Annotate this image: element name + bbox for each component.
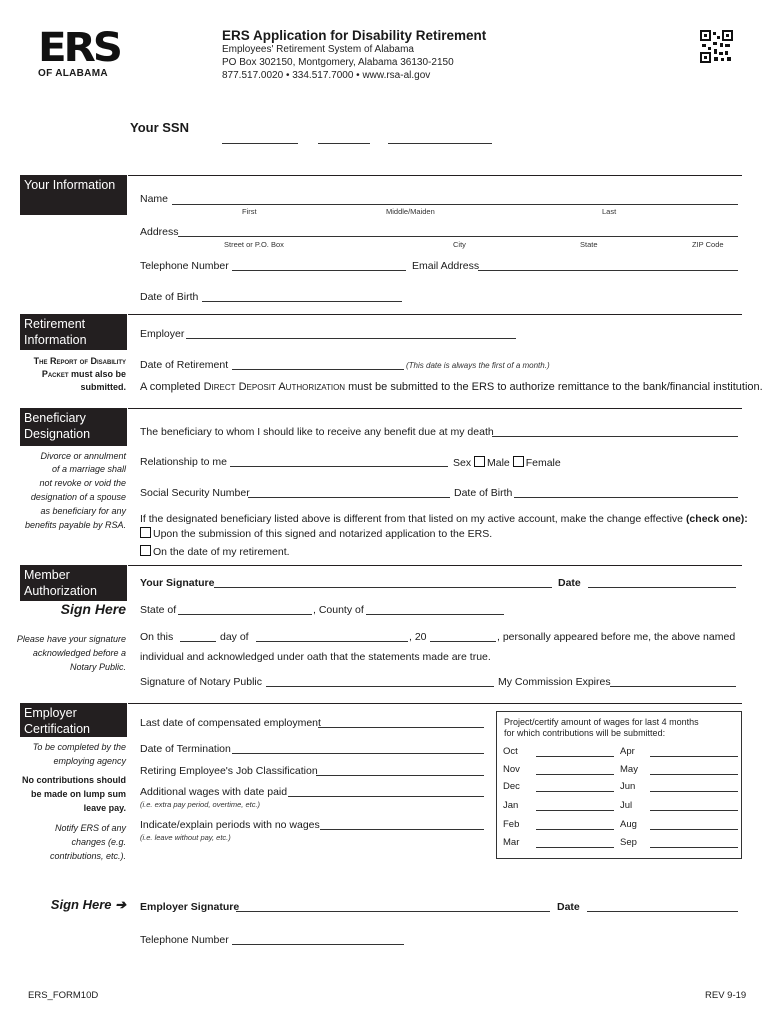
state-label: State of: [140, 604, 177, 616]
divorce-note-5: as beneficiary for any: [40, 506, 126, 516]
female-checkbox[interactable]: [513, 456, 524, 467]
commission-expires-field[interactable]: [610, 686, 736, 687]
address-city-caption: City: [453, 240, 466, 249]
name-last-caption: Last: [602, 207, 617, 216]
divorce-note-3: not revoke or void the: [39, 478, 126, 488]
wage-box-title-1: Project/certify amount of wages for last 4 months: [504, 717, 699, 727]
ssn-label: Your SSN: [130, 120, 189, 135]
employer-label: Employer: [140, 328, 185, 340]
wage-amount-field[interactable]: [650, 829, 738, 830]
member-authorization-heading: Member Authorization: [20, 565, 127, 601]
wage-amount-field[interactable]: [536, 774, 614, 775]
beneficiary-dob-field[interactable]: [514, 497, 738, 498]
employer-field[interactable]: [186, 338, 516, 339]
change-effective-text: If the designated beneficiary listed above is different from that listed on my active account, make the change effective (check one):: [140, 513, 748, 525]
acknowledgement-text: individual and acknowledged under oath that the statements made are true.: [140, 651, 491, 663]
notify-note-3: contributions, etc.).: [49, 851, 126, 861]
upon-submission-checkbox[interactable]: [140, 527, 151, 538]
employer-phone-field[interactable]: [232, 944, 404, 945]
employer-certification-heading: Employer Certification: [20, 703, 127, 737]
notify-note-1: Notify ERS of any: [54, 823, 126, 833]
last-date-field[interactable]: [318, 727, 484, 728]
report-note-line-2: Packet must also be: [41, 369, 126, 379]
option-upon-submission[interactable]: Upon the submission of this signed and notarized application to the ERS.: [140, 527, 492, 540]
report-note-line-1: The Report of Disability: [33, 356, 126, 366]
dob-field[interactable]: [202, 301, 402, 302]
notary-note-2: acknowledged before a: [32, 648, 126, 658]
employer-note-1: To be completed by the: [32, 742, 126, 752]
employer-date-label: Date: [557, 901, 580, 913]
wage-month-label: Aug: [620, 819, 637, 830]
wage-month-label: Jul: [620, 800, 633, 811]
address-zip-caption: ZIP Code: [692, 240, 724, 249]
notary-signature-label: Signature of Notary Public: [140, 676, 262, 688]
wage-amount-field[interactable]: [536, 810, 614, 811]
address-state-caption: State: [580, 240, 598, 249]
section-divider: [128, 408, 742, 409]
retirement-date-note: (This date is always the first of a month.): [406, 361, 550, 370]
appeared-text: , personally appeared before me, the above named: [497, 631, 736, 643]
ers-logo: [38, 25, 120, 79]
county-field[interactable]: [366, 614, 504, 615]
beneficiary-ssn-label: Social Security Number: [140, 487, 250, 499]
wage-month-label: Feb: [503, 819, 520, 830]
section-divider: [128, 314, 742, 315]
logo-text: ERS: [38, 25, 120, 71]
your-signature-label: Your Signature: [140, 577, 215, 589]
option-retirement-date[interactable]: On the date of my retirement.: [140, 545, 290, 558]
notary-note-3: Notary Public.: [69, 662, 126, 672]
relationship-label: Relationship to me: [140, 456, 227, 468]
notify-note-2: changes (e.g.: [71, 837, 126, 847]
your-signature-field[interactable]: [214, 587, 552, 588]
beneficiary-label: The beneficiary to whom I should like to receive any benefit due at my death: [140, 426, 494, 438]
org-name: Employees' Retirement System of Alabama: [222, 44, 414, 55]
section-divider: [128, 565, 742, 566]
day-field[interactable]: [180, 641, 216, 642]
no-wage-periods-label: Indicate/explain periods with no wages: [140, 819, 320, 831]
wage-month-label: Nov: [503, 764, 520, 775]
divorce-note-1: Divorce or annulment: [40, 451, 126, 461]
lump-sum-note-1: No contributions should: [22, 775, 126, 785]
org-address: PO Box 302150, Montgomery, Alabama 36130-2150: [222, 57, 454, 68]
wage-month-label: Mar: [503, 837, 520, 848]
termination-label: Date of Termination: [140, 743, 231, 755]
retirement-date-label: Date of Retirement: [140, 359, 229, 371]
name-first-caption: First: [242, 207, 257, 216]
ssn-field-part-2[interactable]: [318, 143, 370, 144]
job-class-label: Retiring Employee's Job Classification: [140, 765, 318, 777]
ssn-field-part-3[interactable]: [388, 143, 492, 144]
lump-sum-note-3: leave pay.: [83, 803, 126, 813]
beneficiary-field[interactable]: [492, 436, 738, 437]
last-date-label: Last date of compensated employment: [140, 717, 321, 729]
commission-expires-label: My Commission Expires: [498, 676, 611, 688]
email-label: Email Address: [412, 260, 480, 272]
form-title: ERS Application for Disability Retirement: [222, 28, 487, 43]
report-note-line-3: submitted.: [80, 382, 126, 392]
address-street-caption: Street or P.O. Box: [224, 240, 284, 249]
address-label: Address: [140, 226, 179, 238]
employer-phone-label: Telephone Number: [140, 934, 229, 946]
section-divider: [128, 175, 742, 176]
county-label: , County of: [313, 604, 364, 616]
wage-box-title-2: for which contributions will be submitted:: [504, 728, 666, 738]
wage-amount-field[interactable]: [650, 847, 738, 848]
dob-label: Date of Birth: [140, 291, 199, 303]
employer-date-field[interactable]: [587, 911, 738, 912]
qr-code-icon: [700, 30, 733, 63]
address-field[interactable]: [178, 236, 738, 237]
logo-subtext: OF ALABAMA: [38, 68, 108, 79]
lump-sum-note-2: be made on lump sum: [30, 789, 126, 799]
beneficiary-ssn-field[interactable]: [248, 497, 450, 498]
divorce-note-4: designation of a spouse: [30, 492, 126, 502]
section-divider: [128, 703, 742, 704]
wage-month-label: May: [620, 764, 638, 775]
name-label: Name: [140, 193, 169, 205]
telephone-label: Telephone Number: [140, 260, 229, 272]
wage-month-label: Apr: [620, 746, 635, 757]
divorce-note-6: benefits payable by RSA.: [24, 520, 126, 530]
wage-amount-field[interactable]: [650, 791, 738, 792]
month-field[interactable]: [256, 641, 408, 642]
name-field[interactable]: [172, 204, 738, 205]
termination-field[interactable]: [232, 753, 484, 754]
additional-wages-label: Additional wages with date paid: [140, 786, 288, 798]
employer-sign-here: Sign Here ➔: [50, 897, 126, 912]
retirement-information-heading: Retirement Information: [20, 314, 127, 350]
male-checkbox[interactable]: [474, 456, 485, 467]
signature-date-field[interactable]: [588, 587, 736, 588]
wage-amount-field[interactable]: [536, 791, 614, 792]
ssn-field-part-1[interactable]: [222, 143, 298, 144]
retirement-date-field[interactable]: [232, 369, 404, 370]
revision: REV 9-19: [705, 990, 747, 1001]
employer-note-2: employing agency: [53, 756, 126, 766]
employer-signature-field[interactable]: [236, 911, 550, 912]
wage-amount-field[interactable]: [650, 774, 738, 775]
beneficiary-dob-label: Date of Birth: [454, 487, 513, 499]
on-this-label: On this: [140, 631, 174, 643]
year-field[interactable]: [430, 641, 496, 642]
member-sign-here: Sign Here: [60, 601, 126, 617]
no-wage-periods-field[interactable]: [320, 829, 484, 830]
day-of-label: day of: [220, 631, 249, 643]
no-wage-periods-note: (i.e. leave without pay, etc.): [140, 833, 231, 842]
job-class-field[interactable]: [316, 775, 484, 776]
additional-wages-field[interactable]: [288, 796, 484, 797]
form-id: ERS_FORM10D: [28, 990, 99, 1001]
wage-amount-field[interactable]: [650, 810, 738, 811]
telephone-field[interactable]: [232, 270, 406, 271]
divorce-note-2: of a marriage shall: [51, 464, 126, 474]
org-contact: 877.517.0020 • 334.517.7000 • www.rsa-al.gov: [222, 70, 431, 81]
your-information-heading: Your Information: [20, 175, 127, 215]
beneficiary-designation-heading: Beneficiary Designation: [20, 408, 127, 446]
retirement-date-checkbox[interactable]: [140, 545, 151, 556]
state-field[interactable]: [178, 614, 312, 615]
wage-amount-field[interactable]: [536, 756, 614, 757]
notary-note-1: Please have your signature: [16, 634, 126, 644]
wage-month-label: Sep: [620, 837, 637, 848]
direct-deposit-notice: A completed Direct Deposit Authorization must be submitted to the ERS to authorize remittance to the bank/financial institution.: [140, 381, 763, 393]
email-field[interactable]: [478, 270, 738, 271]
signature-date-label: Date: [558, 577, 581, 589]
wage-month-label: Jun: [620, 781, 636, 792]
wage-amount-field[interactable]: [536, 847, 614, 848]
name-middle-caption: Middle/Maiden: [386, 207, 435, 216]
notary-signature-field[interactable]: [266, 686, 494, 687]
relationship-field[interactable]: [230, 466, 448, 467]
wage-month-label: Dec: [503, 781, 520, 792]
sex-label: Sex Male Female: [453, 457, 561, 469]
year-prefix: , 20: [409, 631, 427, 643]
wage-month-label: Oct: [503, 746, 518, 757]
wage-month-label: Jan: [503, 800, 519, 811]
employer-signature-label: Employer Signature: [140, 901, 240, 913]
additional-wages-note: (i.e. extra pay period, overtime, etc.): [140, 800, 261, 809]
wage-amount-field[interactable]: [650, 756, 738, 757]
wage-amount-field[interactable]: [536, 829, 614, 830]
